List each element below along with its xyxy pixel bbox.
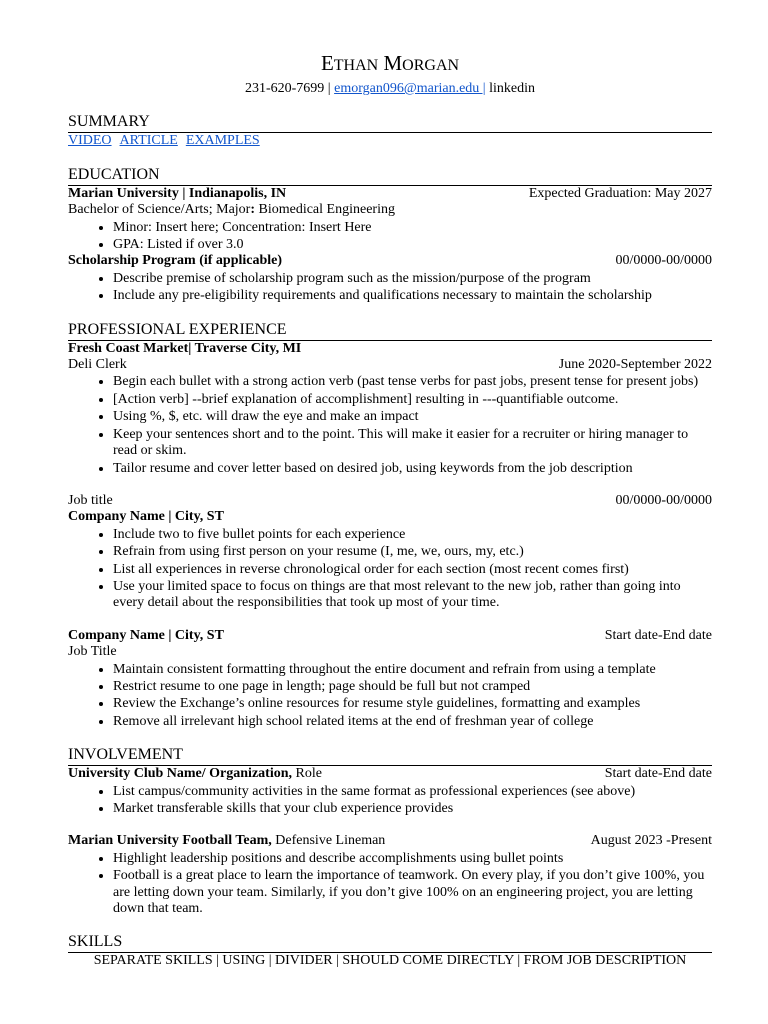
- scholarship-name: Scholarship Program (if applicable): [68, 253, 283, 269]
- list-item: • Market transferable skills that your club experience provides: [113, 800, 712, 817]
- scholarship-bullets: [68, 270, 712, 305]
- spacer: [68, 817, 712, 833]
- job1-bullets: [68, 373, 712, 476]
- skills-heading: SKILLS: [68, 933, 712, 953]
- scholarship-date: 00/0000-00/0000: [615, 253, 712, 269]
- degree-line: Bachelor of Science/Arts; Major: Biomedical Engineering: [68, 202, 395, 218]
- candidate-name: ETHAN MORGAN: [320, 51, 460, 75]
- contact-line: [68, 81, 712, 97]
- job3-company-row: [68, 628, 712, 644]
- job1-date: June 2020-September 2022: [558, 357, 712, 373]
- job1-title: Deli Clerk: [68, 357, 127, 373]
- job2-company: Company Name | City, ST: [68, 509, 224, 525]
- resume-content: [68, 50, 712, 970]
- job1-company: Fresh Coast Market| Traverse City, MI: [68, 340, 302, 356]
- football-bullets: [68, 850, 712, 918]
- list-item: • Highlight leadership positions and describe accomplishments using bullet points: [113, 850, 712, 867]
- football-row: [68, 833, 712, 849]
- education-heading: EDUCATION: [68, 166, 712, 186]
- phone-number: 231-620-7699 |: [244, 81, 331, 96]
- education-bullets: [68, 219, 712, 254]
- skills-line: SEPARATE SKILLS | USING | DIVIDER | SHOULD COME DIRECTLY | FROM JOB DESCRIPTION: [93, 953, 687, 969]
- job3-bullets: [68, 661, 712, 731]
- graduation-date: Expected Graduation: May 2027: [528, 185, 712, 201]
- job3-title: Job Title: [68, 644, 117, 660]
- list-item: • Include two to five bullet points for each experience: [113, 526, 712, 543]
- email-link[interactable]: emorgan096@marian.edu |: [334, 81, 486, 96]
- list-item: • Describe premise of scholarship program such as the mission/purpose of the program: [113, 270, 712, 287]
- spacer: [68, 612, 712, 628]
- list-item: • Minor: Insert here; Concentration: Insert Here: [113, 219, 712, 236]
- job1-title-row: [68, 357, 712, 373]
- list-item: • GPA: Listed if over 3.0: [113, 236, 712, 253]
- club-row: [68, 766, 712, 782]
- experience-heading: PROFESSIONAL EXPERIENCE: [68, 321, 712, 341]
- linkedin-text: linkedin: [489, 81, 536, 96]
- article-link[interactable]: ARTICLE: [119, 133, 178, 149]
- list-item: • Maintain consistent formatting throughout the entire document and refrain from using a template: [113, 661, 712, 678]
- football-name-line: Marian University Football Team, Defensive Lineman: [68, 833, 386, 849]
- video-link[interactable]: VIDEO: [68, 133, 112, 149]
- summary-heading: SUMMARY: [68, 113, 712, 133]
- spacer: [68, 477, 712, 493]
- summary-links: [68, 133, 712, 149]
- list-item: • List all experiences in reverse chronological order for each section (most recent comes first): [113, 561, 712, 578]
- list-item: • Football is a great place to learn the importance of teamwork. On every play, if you don’t give 100%, you are letting down your team. Similarly, if you don’t give 100% on an engineering project, you are letting down that team.: [113, 867, 712, 917]
- job2-bullets: [68, 526, 712, 612]
- list-item: • Refrain from using first person on your resume (I, me, we, ours, my, etc.): [113, 543, 712, 560]
- job2-title-row: [68, 493, 712, 509]
- list-item: • List campus/community activities in the same format as professional experiences (see above): [113, 783, 712, 800]
- club-date: Start date-End date: [604, 766, 712, 782]
- job2-title: Job title: [68, 492, 113, 508]
- job2-date: 00/0000-00/0000: [615, 492, 712, 508]
- list-item: • Using %, $, etc. will draw the eye and make an impact: [113, 408, 712, 425]
- list-item: • Include any pre-eligibility requirements and qualifications necessary to maintain the scholarship: [113, 287, 712, 304]
- job3-date: Start date-End date: [604, 627, 712, 643]
- list-item: • Begin each bullet with a strong action verb (past tense verbs for past jobs, present tense for present jobs): [113, 373, 712, 390]
- involvement-heading: INVOLVEMENT: [68, 746, 712, 766]
- list-item: • Tailor resume and cover letter based on desired job, using keywords from the job description: [113, 460, 712, 477]
- football-date: August 2023 -Present: [590, 833, 712, 849]
- examples-link[interactable]: EXAMPLES: [185, 133, 260, 149]
- list-item: • [Action verb] --brief explanation of accomplishment] resulting in ---quantifiable outcome.: [113, 391, 712, 408]
- list-item: • Remove all irrelevant high school related items at the end of freshman year of college: [113, 713, 712, 730]
- list-item: • Keep your sentences short and to the point. This will make it easier for a recruiter or hiring manager to read or skim.: [113, 426, 712, 460]
- club-name-line: University Club Name/ Organization, Role: [68, 766, 322, 782]
- list-item: • Review the Exchange’s online resources for resume style guidelines, formatting and examples: [113, 695, 712, 712]
- scholarship-row: [68, 253, 712, 269]
- school-name: Marian University | Indianapolis, IN: [68, 185, 287, 201]
- education-school-row: [68, 186, 712, 202]
- list-item: • Restrict resume to one page in length; page should be full but not cramped: [113, 678, 712, 695]
- job3-company: Company Name | City, ST: [68, 627, 224, 643]
- club-bullets: [68, 783, 712, 818]
- list-item: • Use your limited space to focus on things are that most relevant to the new job, rather than going into every detail about the responsibilities that took up most of your time.: [113, 578, 712, 612]
